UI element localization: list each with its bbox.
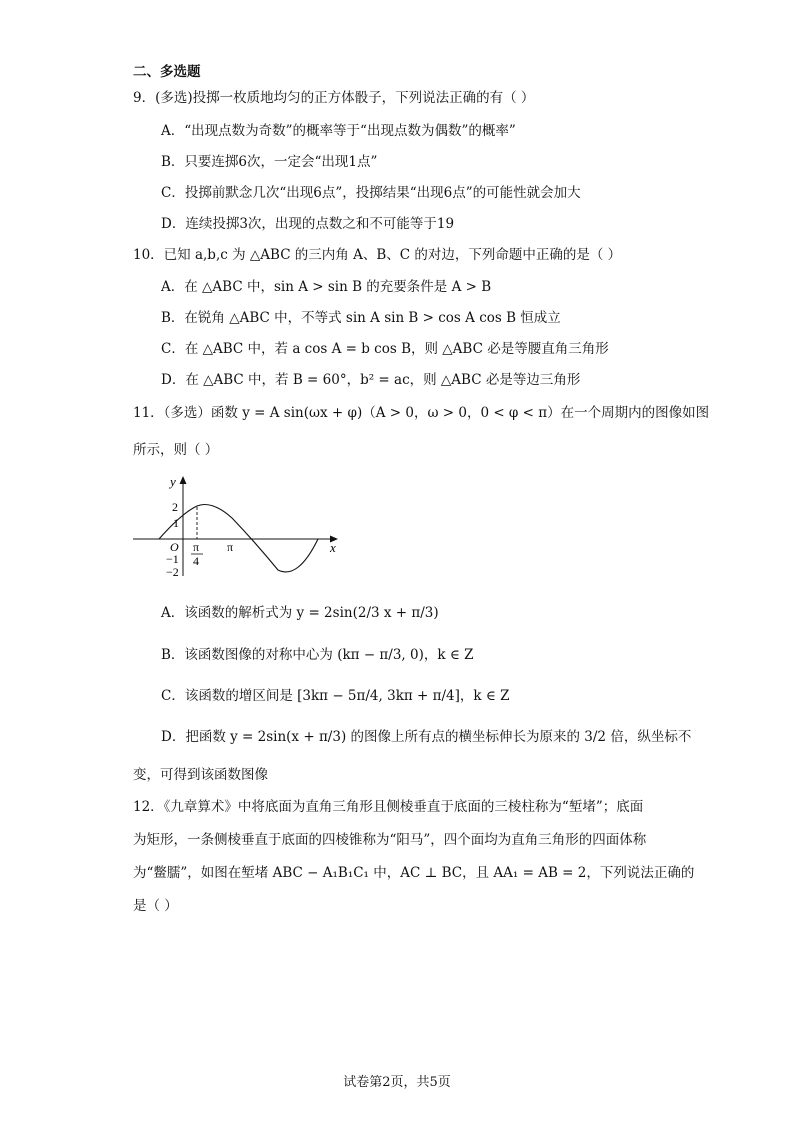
question-11-stem: 11．（多选）函数 y = A sin(ωx + φ)（A > 0，ω > 0，0 < φ < π）在一个周期内的图像如图: [133, 405, 710, 421]
question-10-stem: 10．已知 a,b,c 为 △ABC 的三内角 A、B、C 的对边，下列命题中正确的是（ ）: [133, 247, 622, 263]
tick-label-pi4-den: 4: [193, 554, 199, 568]
y-axis-label: y: [170, 474, 176, 489]
question-10-option-d: D．在 △ABC 中，若 B = 60°，b² = ac，则 △ABC 必是等边三角形: [161, 372, 581, 388]
question-9-stem: 9．(多选)投掷一枚质地均匀的正方体骰子，下列说法正确的有（ ）: [133, 90, 535, 106]
tick-label-2: 2: [172, 500, 178, 514]
question-11-option-d: D．把函数 y = 2sin(x + π/3) 的图像上所有点的横坐标伸长为原来的 3/2 倍，纵坐标不: [161, 729, 692, 745]
x-axis-label: x: [330, 540, 336, 555]
question-12-line-4: 是（ ）: [133, 898, 178, 914]
origin-label: O: [170, 540, 179, 554]
tick-label-pi: π: [227, 540, 234, 554]
question-10-option-b: B．在锐角 △ABC 中，不等式 sin A sin B > cos A cos B 恒成立: [161, 310, 561, 326]
question-10-option-c: C．在 △ABC 中，若 a cos A = b cos B，则 △ABC 必是等腰直角三角形: [161, 341, 609, 357]
tick-label-neg1: −1: [166, 552, 179, 566]
question-11-stem-cont: 所示，则（ ）: [133, 442, 219, 458]
section-title: 二、多选题: [133, 64, 201, 80]
page-footer: 试卷第2页，共5页: [343, 1075, 451, 1090]
question-11-option-d-cont: 变，可得到该函数图像: [133, 767, 268, 783]
sine-graph: [130, 472, 345, 582]
tick-label-1: 1: [173, 516, 179, 530]
question-11-option-a: A．该函数的解析式为 y = 2sin(2/3 x + π/3): [161, 605, 439, 621]
question-12-line-1: 12．《九章算术》中将底面为直角三角形且侧棱垂直于底面的三棱柱称为“堑堵”；底面: [133, 799, 644, 815]
y-axis-arrow: [180, 476, 187, 484]
question-11-option-c: C．该函数的增区间是 [3kπ − 5π/4, 3kπ + π/4]，k ∈ Z: [161, 688, 510, 704]
question-10-option-a: A．在 △ABC 中，sin A > sin B 的充要条件是 A > B: [161, 279, 492, 295]
tick-label-pi4-num: π: [193, 540, 200, 554]
tick-label-neg2: −2: [166, 565, 179, 579]
question-9-option-d: D．连续投掷3次，出现的点数之和不可能等于19: [161, 216, 455, 232]
question-9-option-c: C．投掷前默念几次“出现6点”，投掷结果“出现6点”的可能性就会加大: [161, 185, 581, 201]
question-11-option-b: B．该函数图像的对称中心为 (kπ − π/3, 0)，k ∈ Z: [161, 647, 474, 663]
question-9-option-b: B．只要连掷6次，一定会“出现1点”: [161, 154, 378, 170]
question-12-line-2: 为矩形，一条侧棱垂直于底面的四棱锥称为“阳马”，四个面均为直角三角形的四面体称: [133, 832, 647, 848]
question-12-line-3: 为“鳖臑”，如图在堑堵 ABC − A₁B₁C₁ 中，AC ⊥ BC，且 AA₁ = AB = 2，下列说法正确的: [133, 865, 695, 881]
question-9-option-a: A．“出现点数为奇数”的概率等于“出现点数为偶数”的概率”: [161, 123, 516, 139]
